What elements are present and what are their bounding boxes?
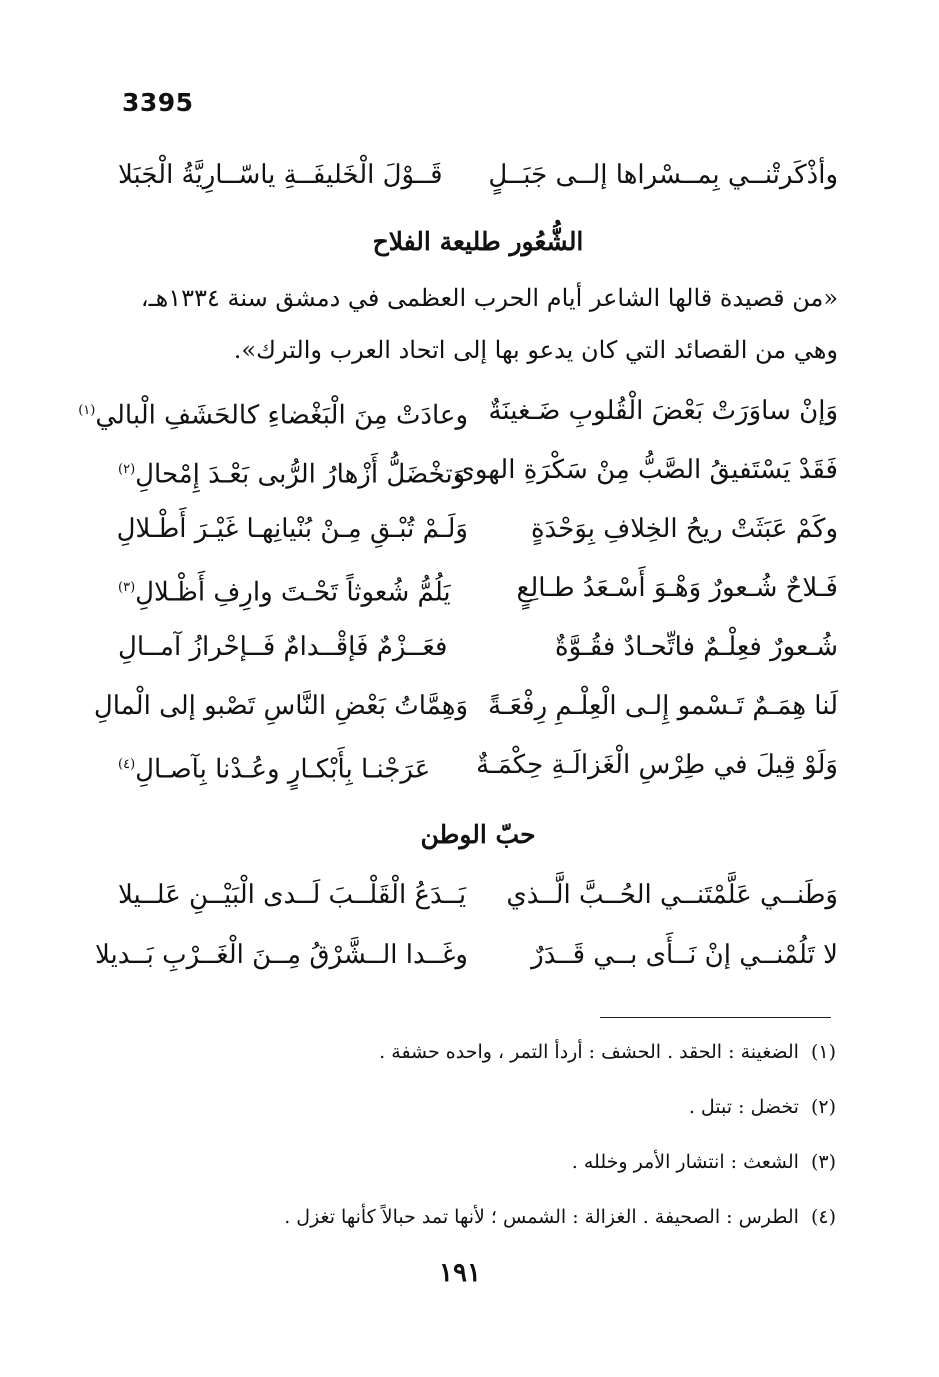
verse-first-hemistich: لا تَلُمْنــي إنْ نَــأَى بــي قَــدَرٌ xyxy=(531,940,838,970)
verse xyxy=(93,683,838,729)
footnote-number: (٣) xyxy=(810,1151,836,1173)
verse xyxy=(118,506,838,552)
footnote-text: تخضل : تبتل . xyxy=(688,1096,799,1118)
verse-first-hemistich: وكَمْ عَبَثَتْ ريحُ الخِلافِ بِوَحْدَةٍ xyxy=(530,514,838,544)
footnote-text: الطرس : الصحيفة . الغزالة : الشمس ؛ لأنها تمد حبالاً كأنها تغزل . xyxy=(284,1206,799,1228)
verse-second-hemistich-text: وَتخْضَلُّ أَزْهارُ الرُّبى بَعْـدَ إِمْحالِ xyxy=(135,459,466,490)
verse-second-hemistich: وغَــدا الــشَّرْقُ مِــنَ الْغَــرْبِ بَــديلا xyxy=(95,940,468,970)
verse xyxy=(118,624,838,670)
intro-line: وهي من القصائد التي كان يدعو بها إلى اتحاد العرب والترك». xyxy=(233,336,838,364)
verse-first-hemistich: وَإنْ ساوَرَتْ بَعْضَ الْقُلوبِ ضَـغينَةٌ xyxy=(488,396,838,426)
verse-second-hemistich xyxy=(118,565,468,616)
verse-first-hemistich: فَقَدْ يَسْتَفيقُ الصَّبُّ مِنْ سَكْرَةِ الهوى xyxy=(454,455,838,485)
verse-first-hemistich: شُـعورٌ فعِلْـمٌ فاتِّحـادٌ فقُـوَّةٌ xyxy=(555,632,838,662)
footnote-text: الشعث : انتشار الأمر وخلله . xyxy=(571,1151,799,1173)
verse-second-hemistich-text: عَرَجْنـا بِأَبْكـارٍ وعُـدْنا بِآصـالِ xyxy=(135,754,431,785)
verse-first-hemistich: وَلَوْ قِيلَ في طِرْسِ الْغَزالَـةِ حِكْمَـةٌ xyxy=(476,750,838,780)
page-number-top: 3395 xyxy=(122,88,194,117)
verse-second-hemistich-text: يَلُمُّ شُعوثاً تَحْـتَ وارِفِ أَظْـلالِ xyxy=(135,577,451,608)
footnote xyxy=(200,1140,836,1195)
footnote-reference: (٢) xyxy=(118,462,136,477)
footnote xyxy=(200,1195,836,1250)
footnote xyxy=(200,1030,836,1085)
verse xyxy=(95,932,838,978)
verse-second-hemistich: قَــوْلَ الْخَليفَــةِ ياسّــارِيَّةُ الْجَبَلا xyxy=(118,160,443,190)
verse-second-hemistich: فعَــزْمٌ فَإقْــدامٌ فَــإحْرازُ آمــالِ xyxy=(118,632,448,662)
page-number-bottom: ١٩١ xyxy=(439,1258,481,1288)
footnotes xyxy=(200,1030,836,1250)
verse xyxy=(78,388,838,434)
footnote xyxy=(200,1085,836,1140)
verse-second-hemistich xyxy=(118,742,468,793)
footnote-number: (٢) xyxy=(810,1096,836,1118)
verse-first-hemistich: وأذْكَرتْنــي بِمــسْراها إلــى جَبَــلٍ xyxy=(488,160,838,190)
verse-first-hemistich: وَطَنــي عَلَّمْتَنــي الحُــبَّ الَّــذي xyxy=(506,880,838,910)
verse xyxy=(118,565,838,611)
footnote-number: (٤) xyxy=(810,1206,836,1228)
verse-second-hemistich: وَلَـمْ تُبْـقِ مِـنْ بُنْيانِهـا غَيْـرَ أَطْـلالِ xyxy=(116,514,468,544)
opening-verse xyxy=(118,152,838,198)
footnote-separator xyxy=(600,1017,831,1018)
verse xyxy=(118,872,838,918)
intro-line: «من قصيدة قالها الشاعر أيام الحرب العظمى في دمشق سنة ١٣٣٤هـ، xyxy=(140,284,838,312)
poem-intro xyxy=(118,272,838,376)
poem-title: الشُّعُور طليعة الفلاح xyxy=(372,227,584,256)
footnote-reference: (١) xyxy=(78,403,96,418)
verse-second-hemistich xyxy=(78,388,468,439)
verse-second-hemistich: وَهِمَّاتُ بَعْضِ النَّاسِ تَصْبو إلى الْمالِ xyxy=(93,691,468,721)
poem-title: حبّ الوطن xyxy=(420,820,536,849)
verse-second-hemistich-text: وعادَتْ مِنَ الْبَغْضاءِ كالحَشَفِ الْبالي xyxy=(95,400,468,431)
footnote-reference: (٣) xyxy=(118,580,136,595)
footnote-text: الضغينة : الحقد . الحشف : أردأ التمر ، واحده حشفة . xyxy=(379,1041,799,1063)
verse xyxy=(118,742,838,788)
verse-first-hemistich: فَـلاحٌ شُـعورٌ وَهْـوَ أَسْـعَدُ طـالِعٍ xyxy=(516,573,838,603)
footnote-number: (١) xyxy=(810,1041,836,1063)
verse-second-hemistich: يَــدَعُ الْقَلْــبَ لَــدى الْبَيْــنِ عَلــيلا xyxy=(118,880,467,910)
verse-first-hemistich: لَنا هِمَـمٌ تَـسْمو إِلـى الْعِلْـمِ رِفْعَـةً xyxy=(488,691,838,721)
verse-second-hemistich xyxy=(118,447,468,498)
verse xyxy=(118,447,838,493)
footnote-reference: (٤) xyxy=(118,757,136,772)
